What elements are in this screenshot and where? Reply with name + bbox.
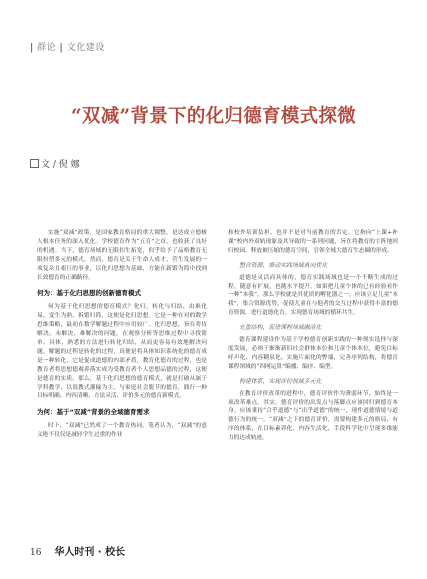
- author-name: 文 / 倪 娜: [41, 160, 80, 170]
- paragraph: 实施“双减”政策，是国家教育格局的重大调整，是达成立德树人根本任务的深入优化。学校德育作为“五育”之首，也收获了良好的机遇。当下，德育场域的无限扣生拓宽，似乎给予了品格教育无限扮塑多元的模式。然而，德育是关于生命人成才、营生发展的一项复杂且艰巨的事业，以化归思想为基础，方能在新繁为简中找到长效德育的正确路径。: [37, 230, 207, 281]
- left-column: [37, 229, 207, 440]
- author-box-icon: [30, 159, 39, 168]
- page-footer: [30, 543, 125, 558]
- paragraph: 和校外培训负担，也并不是对当前教育的否定。它指向“上课+补课”校内外双轨现象及其导致的一系列问题，旨在将教育的主阵地回归校园，释放被压缩的德育空间，引领全域大德育生态圈的形成。: [228, 230, 398, 254]
- subsection-heading: 整合资源，推动实践场域真向优化: [239, 262, 328, 269]
- section-header: [30, 40, 105, 53]
- section-heading: 为何：基于“双减”背景的全域德育需求: [37, 408, 150, 417]
- author-line: [30, 157, 80, 170]
- article-title: “双减”背景下的化归德育模式探微: [70, 106, 357, 127]
- header-subsection: 文化建设: [66, 43, 105, 53]
- paragraph: 何为基于化归思想的德育模式？化归，转化与归结，由难化易、变生为熟、拆繁归简，这便是化归思想。它是一种在对的数学思维策略，最初在数学解题过程中应用较广。化归思想，旨在将待解决、未解决、难解决的问题，在观察分析等思维过程中寻找简单、具体、熟悉的方法进行转化归结，从而更容易有效地解决问题。解题的过程是转化的过程，真便是将具体知识系统化的德育成是一种转化，它是促成道德的内部矛盾，教育化德育的过程，也是教育者将思想德观养落实成为受教育者个人思想品德的过程，这便是德育的实质。那么，基于化归思想的德育模式，就是打破从属于学科教学、以说教式灌输为主、与家庭社会脱节的德育，践行一种目标明确、内容清晰、方法灵活、评价多元的德育新模式。: [37, 304, 207, 400]
- header-section: 群论: [37, 43, 57, 53]
- right-column: [228, 229, 398, 443]
- paragraph: 时下，“双减”已然成了一个教育热词。笔者认为，“双减”的意义绝不仅仅是减轻学生过重的作业: [37, 423, 207, 439]
- magazine-brand: 华人时刊 · 校长: [54, 547, 126, 558]
- paragraph: 在教育评价改革的进程中，德育评价作为薄弱环节，始终是一项改革难点。其实，德育评价的出发点与落脚点应该回归到德育本身。应该秉持“合乎道德”与“出乎道德”的统一，现作道德情境与道德行为的统一。“双减”之下的德育评价，需要构建多元的格局、有序的体系，在目标素养化、内容生活化、手段科学化中呈现多维能力的达成轨迹。: [228, 390, 398, 442]
- paragraph: 德育课程建设作为基于学校德育创新实践的一种现实选择与深度发展，必须于渐渐新旧社会群体本位和儿童个体本位，避免目标呼声化、内容糊泉化、实施片面化的弊端，完善序列结构，将德育课程领域的“四网运算”编播、编序、编型。: [228, 337, 398, 370]
- subsection-heading: 构建体系，实现评价视域多元化: [239, 378, 322, 385]
- header-separator: |: [30, 43, 34, 53]
- paragraph: 道德是灵活而具体的，德育实践场域也是一个不断生成的过程，随意有扩展，也随水平提升。如果把儿童个体的已有经验看作一种“本我”，那么学校就是其优质的孵化器之一，应该立足儿童“本我”，集合资源优势，促使儿童在与他者的交互过程中获得丰富的德育资源，进行道德化育，实现德育场域的循环共生。: [228, 274, 398, 317]
- page-number: 16: [30, 548, 42, 558]
- subsection-heading: 充盈结构，促进课程场域融洽化: [239, 325, 322, 332]
- section-heading: 何为：基于化归思想的创新德育模式: [37, 289, 141, 298]
- header-separator-2: |: [59, 43, 64, 53]
